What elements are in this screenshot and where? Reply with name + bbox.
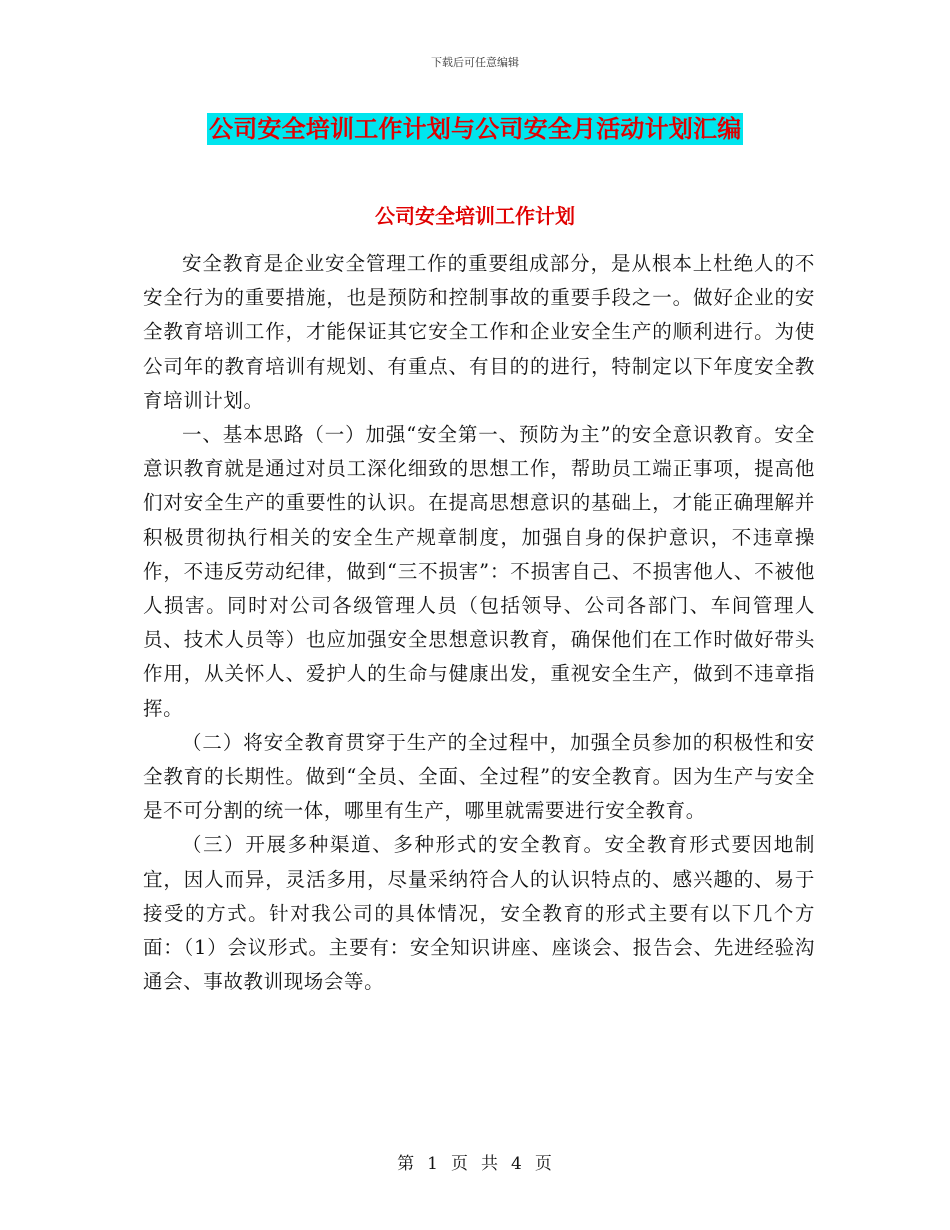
section-title: 公司安全培训工作计划 (375, 204, 575, 228)
footer-page-label: 页 (451, 1154, 469, 1174)
paragraph: 一、基本思路（一）加强“安全第一、预防为主”的安全意识教育。安全意识教育就是通过对员工深化细致的思想工作，帮助员工端正事项，提高他们对安全生产的重要性的认识。在提高思想意识的基础上，才能正确理解并积极贯彻执行相关的安全生产规章制度，加强自身的保护意识，不违章操作，不违反劳动纪律，做到“三不损害”：不损害自己、不损害他人、不被他人损害。同时对公司各级管理人员（包括领导、公司各部门、车间管理人员、技术人员等）也应加强安全思想意识教育，确保他们在工作时做好带头作用，从关怀人、爱护人的生命与健康出发，重视安全生产，做到不违章指挥。 (143, 423, 815, 720)
footer-page-label-2: 页 (534, 1154, 553, 1174)
paragraph: （二）将安全教育贯穿于生产的全过程中，加强全员参加的积极性和安全教育的长期性。做到“全员、全面、全过程”的安全教育。因为生产与安全是不可分割的统一体，哪里有生产，哪里就需要进行安全教育。 (143, 730, 815, 823)
footer-total-prefix: 共 (481, 1154, 499, 1174)
document-title: 公司安全培训工作计划与公司安全月活动计划汇编 (209, 114, 742, 143)
total-pages: 4 (511, 1154, 523, 1174)
page-footer (0, 1149, 950, 1174)
footer-prefix: 第 (397, 1154, 416, 1174)
page-number: 1 (427, 1154, 439, 1174)
paragraph: （三）开展多种渠道、多种形式的安全教育。安全教育形式要因地制宜，因人而异，灵活多用，尽量采纳符合人的认识特点的、感兴趣的、易于接受的方式。针对我公司的具体情况，安全教育的形式主要有以下几个方面：（1）会议形式。主要有：安全知识讲座、座谈会、报告会、先进经验沟通会、事故教训现场会等。 (143, 833, 815, 994)
paragraph: 安全教育是企业安全管理工作的重要组成部分，是从根本上杜绝人的不安全行为的重要措施，也是预防和控制事故的重要手段之一。做好企业的安全教育培训工作，才能保证其它安全工作和企业安全生产的顺利进行。为使公司年的教育培训有规划、有重点、有目的的进行，特制定以下年度安全教育培训计划。 (143, 252, 815, 412)
document-body (143, 247, 815, 999)
header-note: 下载后可任意编辑 (431, 56, 519, 69)
